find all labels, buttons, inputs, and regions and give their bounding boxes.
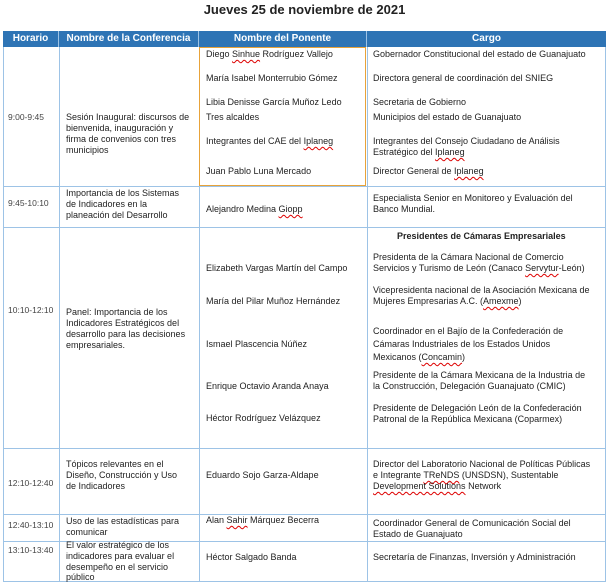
conference-line: Sesión Inaugural: discursos de [66, 112, 190, 122]
position-line: Director General de Iplaneg [373, 166, 484, 176]
position-line: Mexicanos (Concamin) [373, 352, 466, 362]
time-cell: 9:45-10:10 [8, 198, 49, 208]
conference-line: desempeño en el servicio [66, 562, 169, 572]
position-line: Presidente de la Cámara Mexicana de la Industria de [373, 370, 586, 380]
header-horario: Horario [3, 31, 59, 47]
row-divider [3, 227, 606, 228]
time-cell: 13:10-13:40 [8, 545, 54, 555]
position-line: Municipios del estado de Guanajuato [373, 112, 522, 122]
speaker-name: Alejandro Medina Giopp [206, 204, 303, 214]
conference-line: El valor estratégico de los [66, 540, 170, 550]
position-line: Vicepresidenta nacional de la Asociación Mexicana de [373, 285, 590, 295]
conference-line: municipios [66, 145, 109, 155]
position-line: Estado de Guanajuato [373, 529, 463, 539]
table-border [3, 47, 4, 582]
table-border [605, 47, 606, 582]
position-line: Banco Mundial. [373, 204, 436, 214]
conference-line: indicadores para evaluar el [66, 551, 175, 561]
position-line: e Integrante TReNDS (UNSDSN), Sustentable [373, 470, 559, 480]
position-line: Cámaras Industriales de los Estados Unidos [373, 339, 551, 349]
position-line: Patronal de la República Mexicana (Coparmex) [373, 414, 563, 424]
speaker-name: Tres alcaldes [206, 112, 260, 122]
position-line: Directora general de coordinación del SNIEG [373, 73, 554, 83]
conference-line: público [66, 572, 95, 582]
speaker-name: Libia Denisse García Muñoz Ledo [206, 97, 342, 107]
row-divider [3, 448, 606, 449]
speaker-name: Enrique Octavio Aranda Anaya [206, 381, 329, 391]
position-line: Gobernador Constitucional del estado de Guanajuato [373, 49, 586, 59]
speaker-name: Integrantes del CAE del Iplaneg [206, 136, 334, 146]
speaker-name: Elizabeth Vargas Martín del Campo [206, 263, 348, 273]
table-border [59, 47, 60, 582]
conference-line: planeación del Desarrollo [66, 210, 168, 220]
position-line: Secretaría de Finanzas, Inversión y Administración [373, 552, 576, 562]
speaker-name: Juan Pablo Luna Mercado [206, 166, 312, 176]
position-line: Coordinador General de Comunicación Social del [373, 518, 571, 528]
conference-line: Diseño, Construcción y Uso [66, 470, 178, 480]
position-line: la Construcción, Delegación Guanajuato (CMIC) [373, 381, 566, 391]
speaker-name: Héctor Salgado Banda [206, 552, 297, 562]
conference-line: firma de convenios con tres [66, 134, 177, 144]
position-line: Development Solutions Network [373, 481, 502, 491]
position-line: Mujeres Empresarias A.C. (Amexme) [373, 296, 522, 306]
position-line: Secretaria de Gobierno [373, 97, 467, 107]
conference-line: comunicar [66, 527, 108, 537]
page-title: Jueves 25 de noviembre de 2021 [203, 2, 406, 17]
speaker-name: María del Pilar Muñoz Hernández [206, 296, 341, 306]
position-heading: Presidentes de Cámaras Empresariales [397, 231, 566, 241]
conference-line: Importancia de los Sistemas [66, 188, 180, 198]
conference-line: Uso de las estadísticas para [66, 516, 180, 526]
conference-line: Indicadores Estratégicos del [66, 318, 180, 328]
header-cargo: Cargo [367, 31, 606, 47]
position-line: Servicios y Turismo de León (Canaco Servytur-León) [373, 263, 585, 273]
time-cell: 12:40-13:10 [8, 520, 54, 530]
speaker-name: María Isabel Monterrubio Gómez [206, 73, 338, 83]
speaker-name: Ismael Plascencia Núñez [206, 339, 308, 349]
speaker-name: Diego Sinhue Rodríguez Vallejo [206, 49, 333, 59]
speaker-name: Eduardo Sojo Garza-Aldape [206, 470, 319, 480]
conference-line: desarrollo para las decisiones [66, 329, 186, 339]
conference-line: bienvenida, inauguración y [66, 123, 174, 133]
conference-line: empresariales. [66, 340, 126, 350]
conference-line: Panel: Importancia de los [66, 307, 168, 317]
conference-line: de Indicadores en la [66, 199, 148, 209]
position-line: Presidenta de la Cámara Nacional de Comercio [373, 252, 564, 262]
position-line: Estratégico del Iplaneg [373, 147, 465, 157]
speaker-name: Héctor Rodríguez Velázquez [206, 413, 321, 423]
position-line: Coordinador en el Bajío de la Confederación de [373, 326, 564, 336]
time-cell: 12:10-12:40 [8, 478, 54, 488]
row-divider [3, 186, 606, 187]
position-line: Presidente de Delegación León de la Confederación [373, 403, 582, 413]
time-cell: 10:10-12:10 [8, 305, 54, 315]
position-line: Especialista Senior en Monitoreo y Evaluación del [373, 193, 573, 203]
conference-line: de Indicadores [66, 481, 126, 491]
header-ponente: Nombre del Ponente [199, 31, 367, 47]
header-conferencia: Nombre de la Conferencia [59, 31, 199, 47]
position-line: Director del Laboratorio Nacional de Políticas Públicas [373, 459, 591, 469]
position-line: Integrantes del Consejo Ciudadano de Análisis [373, 136, 560, 146]
time-cell: 9:00-9:45 [8, 112, 44, 122]
table-border [367, 47, 368, 582]
conference-line: Tópicos relevantes en el [66, 459, 164, 469]
speaker-name: Alan Sahir Márquez Becerra [206, 515, 320, 525]
